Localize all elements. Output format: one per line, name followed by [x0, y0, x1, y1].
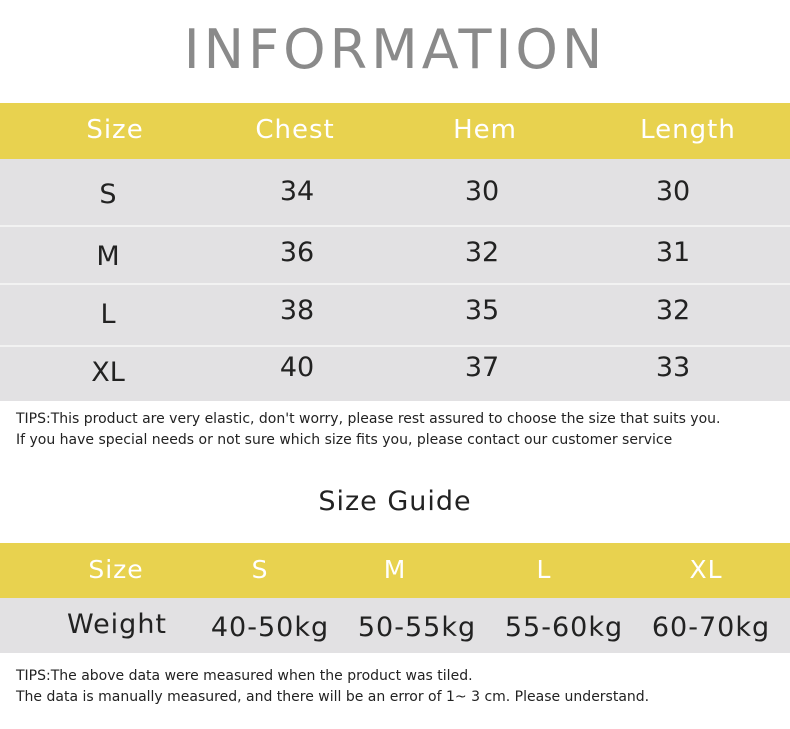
row-length: 30	[655, 176, 691, 207]
size-guide-title: Size Guide	[318, 486, 472, 517]
row-size: M	[96, 241, 120, 272]
header-chest: Chest	[255, 115, 335, 145]
header-length: Length	[640, 115, 736, 145]
tips-measurement	[16, 666, 649, 708]
row-chest: 34	[279, 176, 315, 207]
weight-xl: 60-70kg	[651, 612, 771, 643]
row-size: S	[99, 179, 117, 210]
row-length: 31	[655, 237, 691, 268]
tips-line: TIPS:This product are very elastic, don't worry, please rest assured to choose the size that suits you.	[16, 411, 721, 427]
guide-header-s: S	[251, 555, 269, 584]
row-hem: 32	[464, 237, 500, 268]
tips-elastic	[16, 409, 720, 451]
row-chest: 40	[279, 352, 315, 383]
weight-m: 50-55kg	[357, 612, 477, 643]
guide-header-m: M	[383, 555, 407, 584]
row-chest: 38	[279, 295, 315, 326]
table-row	[0, 345, 790, 401]
row-size: L	[100, 299, 116, 330]
weight-s: 40-50kg	[210, 612, 330, 643]
row-length: 32	[655, 295, 691, 326]
tips-line: TIPS:The above data were measured when the product was tiled.	[16, 668, 473, 684]
size-guide-table	[0, 543, 790, 653]
weight-l: 55-60kg	[504, 612, 624, 643]
size-table	[0, 103, 790, 401]
row-length: 33	[655, 352, 691, 383]
table-row	[0, 283, 790, 345]
row-hem: 37	[464, 352, 500, 383]
guide-header-size: Size	[88, 555, 144, 584]
tips-line: If you have special needs or not sure which size fits you, please contact our customer service	[16, 432, 673, 448]
table-row	[0, 159, 790, 225]
header-hem: Hem	[453, 115, 517, 145]
size-table-header	[0, 103, 790, 159]
row-hem: 35	[464, 295, 500, 326]
guide-header-xl: XL	[689, 555, 723, 584]
size-guide-header	[0, 543, 790, 598]
weight-row	[0, 598, 790, 653]
guide-header-l: L	[536, 555, 552, 584]
header-size: Size	[86, 115, 144, 145]
table-row	[0, 225, 790, 283]
page-title: INFORMATION	[183, 18, 607, 81]
weight-label: Weight	[66, 609, 168, 640]
row-size: XL	[91, 357, 125, 388]
row-hem: 30	[464, 176, 500, 207]
row-chest: 36	[279, 237, 315, 268]
tips-line: The data is manually measured, and there will be an error of 1~ 3 cm. Please understand.	[16, 689, 650, 705]
